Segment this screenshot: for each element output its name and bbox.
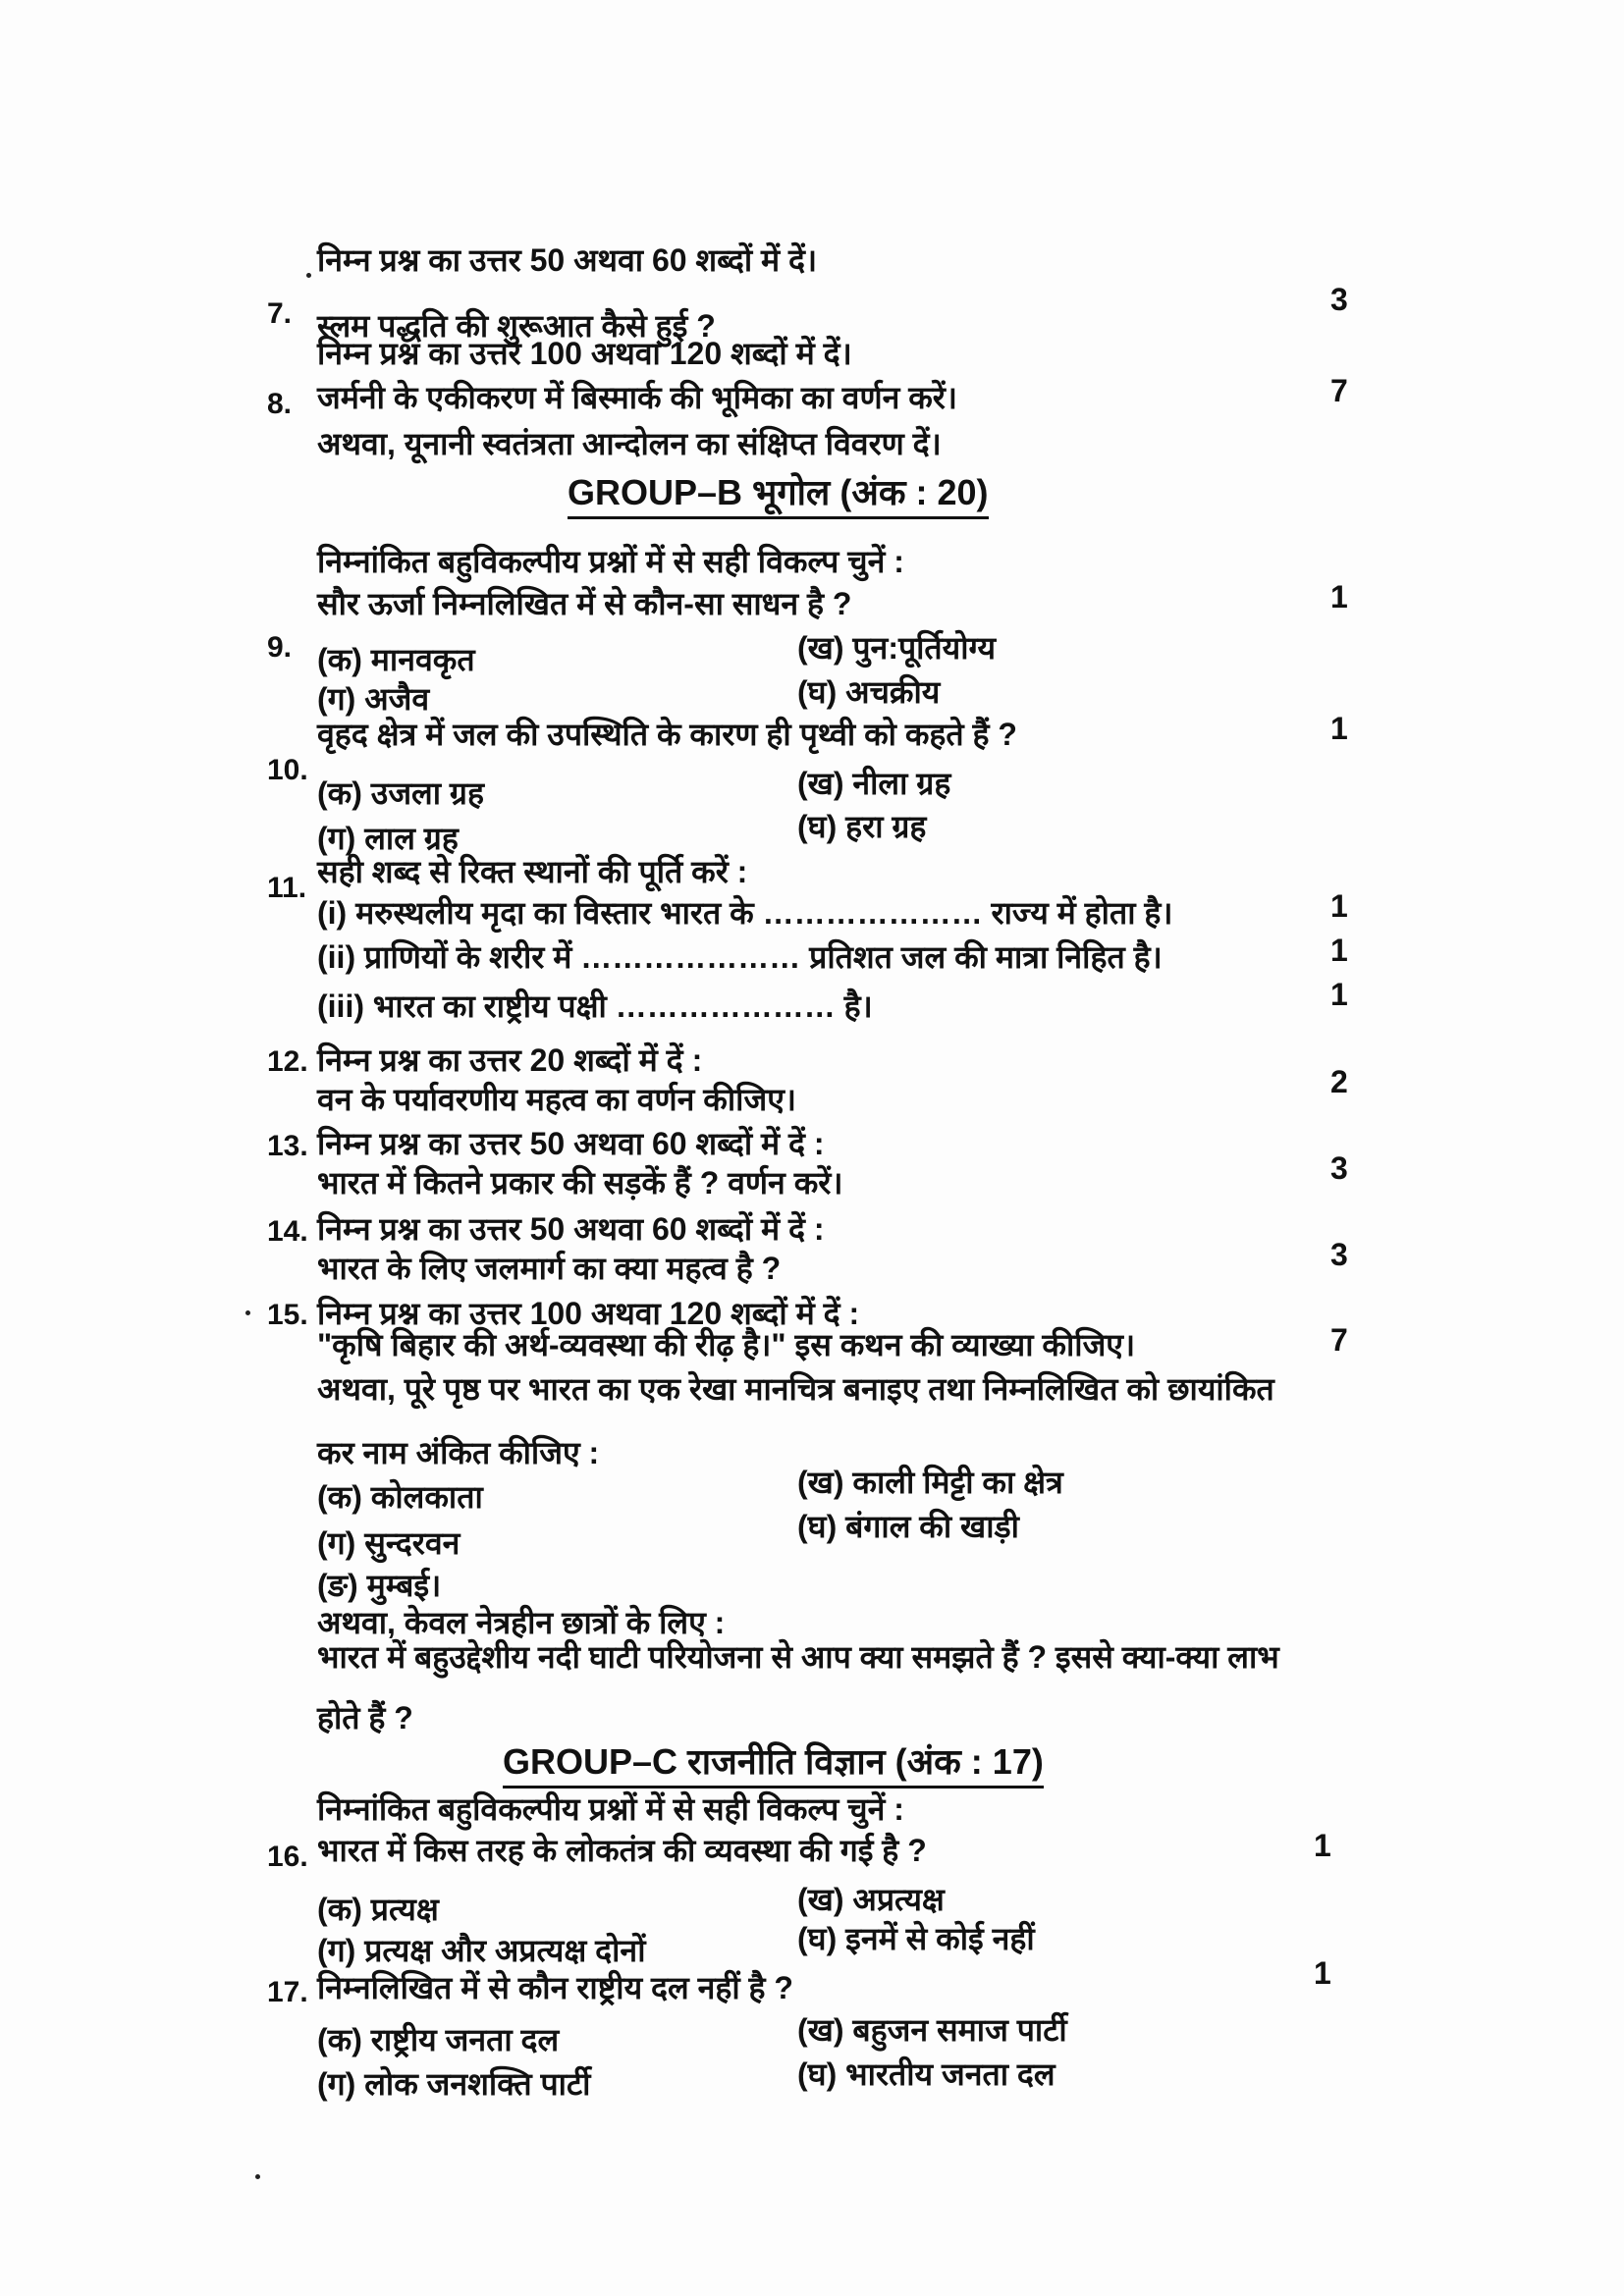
option: (घ) इनमें से कोई नहीं (797, 1921, 1035, 1956)
option: (क) कोलकाता (317, 1479, 483, 1515)
question-text: भारत में कितने प्रकार की सड़कें हैं ? वर्णन करें। (317, 1165, 843, 1201)
option: (क) मानवकृत (317, 642, 475, 677)
alternative-question: होते हैं ? (317, 1700, 413, 1735)
instruction-text: निम्न प्रश्न का उत्तर 100 अथवा 120 शब्दों में दें : (317, 1296, 860, 1331)
alternative-question: अथवा, पूरे पृष्ठ पर भारत का एक रेखा मानचित्र बनाइए तथा निम्नलिखित को छायांकित (317, 1371, 1274, 1407)
option: (घ) अचक्रीय (797, 674, 941, 710)
alternative-question: अथवा, केवल नेत्रहीन छात्रों के लिए : (317, 1605, 726, 1640)
option: (ख) पुन:पूर्तियोग्य (797, 630, 997, 666)
option: (ग) लोक जनशक्ति पार्टी (317, 2066, 591, 2102)
instruction-text: निम्न प्रश्न का उत्तर 50 अथवा 60 शब्दों में दें : (317, 1126, 825, 1161)
marks: 3 (1330, 1150, 1348, 1186)
fill-blank-item: (iii) भारत का राष्ट्रीय पक्षी ………………… है। (317, 988, 873, 1024)
marks: 1 (1330, 888, 1348, 924)
fill-blank-item: (ii) प्राणियों के शरीर में ………………… प्रतिशत जल की मात्रा निहित है। (317, 939, 1163, 975)
section-heading: GROUP–B भूगोल (अंक : 20) (568, 473, 989, 519)
option: (ख) अप्रत्यक्ष (797, 1882, 945, 1917)
option: (ग) सुन्दरवन (317, 1525, 460, 1561)
marks: 1 (1314, 1828, 1331, 1863)
scan-speck (245, 1310, 250, 1315)
instruction-text: निम्न प्रश्न का उत्तर 50 अथवा 60 शब्दों में दें। (317, 242, 818, 278)
fill-blank-item: (i) मरुस्थलीय मृदा का विस्तार भारत के ………………… राज्य में होता है। (317, 895, 1173, 931)
marks: 2 (1330, 1064, 1348, 1099)
question-text: निम्नलिखित में से कौन राष्ट्रीय दल नहीं है ? (317, 1970, 793, 2005)
marks: 7 (1330, 1322, 1348, 1358)
question-number: 16. (267, 1841, 308, 1873)
marks: 1 (1330, 579, 1348, 614)
marks: 3 (1330, 1237, 1348, 1272)
option: (ख) बहुजन समाज पार्टी (797, 2012, 1067, 2048)
marks: 1 (1330, 711, 1348, 746)
question-text: सही शब्द से रिक्त स्थानों की पूर्ति करें : (317, 854, 748, 889)
marks: 3 (1330, 282, 1348, 317)
instruction-text: निम्नांकित बहुविकल्पीय प्रश्नों में से सही विकल्प चुनें : (317, 544, 904, 579)
option: (ग) अजैव (317, 681, 430, 717)
question-number: 9. (267, 631, 293, 664)
question-text: स्लम पद्धति की शुरूआत कैसे हुई ? (317, 308, 716, 344)
marks: 1 (1330, 977, 1348, 1012)
question-text: "कृषि बिहार की अर्थ-व्यवस्था की रीढ़ है।" इस कथन की व्याख्या कीजिए। (317, 1327, 1136, 1362)
alternative-question: भारत में बहुउद्देशीय नदी घाटी परियोजना से आप क्या समझते हैं ? इससे क्या-क्या लाभ (317, 1639, 1279, 1675)
alternative-question: कर नाम अंकित कीजिए : (317, 1435, 600, 1470)
option: (ङ) मुम्बई। (317, 1568, 442, 1603)
alternative-question: अथवा, यूनानी स्वतंत्रता आन्दोलन का संक्षिप्त विवरण दें। (317, 426, 942, 461)
option: (ख) नीला ग्रह (797, 766, 951, 801)
section-heading: GROUP–C राजनीति विज्ञान (अंक : 17) (503, 1742, 1044, 1789)
marks: 1 (1330, 933, 1348, 968)
question-number: 11. (267, 872, 307, 904)
option: (क) उजला ग्रह (317, 775, 484, 811)
marks: 7 (1330, 373, 1348, 408)
option: (घ) बंगाल की खाड़ी (797, 1509, 1019, 1544)
question-number: 8. (267, 388, 293, 420)
option: (ख) काली मिट्टी का क्षेत्र (797, 1465, 1063, 1500)
scan-speck (306, 273, 311, 278)
question-text: सौर ऊर्जा निम्नलिखित में से कौन-सा साधन है ? (317, 586, 852, 621)
option: (क) प्रत्यक्ष (317, 1892, 439, 1927)
option: (क) राष्ट्रीय जनता दल (317, 2022, 560, 2057)
option: (घ) हरा ग्रह (797, 809, 927, 844)
question-number: 12. (267, 1045, 308, 1078)
marks: 1 (1314, 1955, 1331, 1991)
question-number: 13. (267, 1130, 308, 1162)
question-number: 15. (267, 1299, 308, 1331)
option: (ग) लाल ग्रह (317, 821, 459, 856)
instruction-text: निम्न प्रश्न का उत्तर 20 शब्दों में दें : (317, 1042, 703, 1078)
question-text: वृहद क्षेत्र में जल की उपस्थिति के कारण ही पृथ्वी को कहते हैं ? (317, 717, 1017, 752)
question-text: जर्मनी के एकीकरण में बिस्मार्क की भूमिका का वर्णन करें। (317, 380, 958, 415)
instruction-text: निम्न प्रश्न का उत्तर 50 अथवा 60 शब्दों में दें : (317, 1211, 825, 1247)
option: (ग) प्रत्यक्ष और अप्रत्यक्ष दोनों (317, 1933, 646, 1968)
instruction-text: निम्नांकित बहुविकल्पीय प्रश्नों में से सही विकल्प चुनें : (317, 1791, 904, 1827)
question-text: भारत के लिए जलमार्ग का क्या महत्व है ? (317, 1251, 782, 1286)
question-number: 17. (267, 1976, 308, 2008)
question-text: भारत में किस तरह के लोकतंत्र की व्यवस्था की गई है ? (317, 1833, 927, 1868)
scan-speck (255, 2174, 260, 2179)
instruction-text: निम्न प्रश्न का उत्तर 100 अथवा 120 शब्दों में दें। (317, 336, 852, 371)
question-number: 14. (267, 1215, 308, 1248)
question-text: वन के पर्यावरणीय महत्व का वर्णन कीजिए। (317, 1082, 797, 1117)
question-number: 7. (267, 297, 293, 330)
option: (घ) भारतीय जनता दल (797, 2056, 1056, 2092)
question-number: 10. (267, 754, 308, 786)
